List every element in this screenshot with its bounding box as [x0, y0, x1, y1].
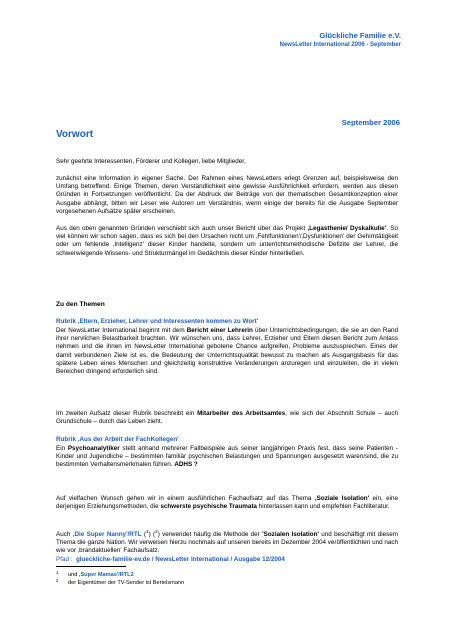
legasthenie-paragraph	[56, 225, 398, 258]
psychoanalytiker-paragraph	[56, 445, 398, 470]
text-run: über Unterrichtsbedingungen, die sie an den Rand ihrer nervlichen Belastbarkeit brachten. Wir wünschen uns, dass Lehrer, Erzieher und Eltern diesen Bericht zum Anlass nehmen und die ihnen im NewsLetter International gebotene Chance aufgreifen, Probleme auszusprechen. Eines der damit verbundenen Ziele ist es, die Bedeutung der Unterrichtsqualität bewusst zu machen als Ausgangsbasis für das spätere Leben eines Menschen und gleichzeitig konstruktive Veränderungen anzuregen und einzuleiten, die in vielen Bereichen dringend erforderlich sind.	[56, 327, 398, 376]
text-run: und beschäftigt mit diesem Thema die ganze Nation. Wir verweisen hierzu nochmals auf unseren bereits im Dezember 2004 veröffentlichten und nach wie vor ‚brandaktuellen' Fachaufsatz.	[56, 531, 398, 555]
supernanny-paragraph: Auch ‚Die Super Nanny'/RTL ($^1$) ($^2$) verwendet häufig die Methode der 'Sozialen Isolation' und beschäftigt mit diesem Thema die ganze Nation. Wir verweisen hierzu nochmals auf unseren bereits im Dezember 2004 veröffentlichten und nach wie vor ‚brandaktuellen' Fachaufsatz. Pfad : glueckliche-familie-ev.de / NewsLetter International / Ausgabe 12/2004	[56, 528, 398, 563]
arbeitsamt-paragraph	[56, 410, 398, 426]
text-run: Der NewsLetter International beginnt mit dem	[56, 327, 187, 334]
rubrik-heading-1: Rubrik ‚Eltern, Erzieher, Lehrer und Interessenten kommen zu Wort'	[56, 318, 259, 325]
footnote-link[interactable]: ‚Super Mamas'/RTL2	[78, 572, 134, 578]
text-run: ein, eine derjenigen Erziehungsmethoden, die	[56, 495, 399, 511]
text-run: verwendet häufig die Methode der	[159, 531, 263, 538]
section-title: Vorwort	[56, 129, 94, 140]
text-run: , wie sich der Abschnitt Schule – auch Grundschule – durch das Leben zieht.	[56, 410, 398, 426]
footnote-2	[56, 577, 184, 587]
greeting: Sehr geehrte Interessenten, Förderer und Kollegen, liebe Mitglieder,	[56, 158, 246, 165]
header-issue: NewsLetter International 2006 - September	[279, 42, 401, 48]
bold-run: 'Sozialen Isolation'	[262, 531, 319, 538]
bold-run: ‚Legasthenie/ Dyskalkulie'	[307, 225, 387, 232]
text-run: Auf vielfachen Wunsch gehen wir in einem ausführlichen Fachaufsatz auf das Thema	[56, 495, 315, 502]
bold-run: schwerste psychische Traumata	[160, 503, 257, 511]
text-run: Aus den oben genannten Gründen verschiebt sich auch unser Bericht über das Projekt	[56, 225, 308, 232]
pfad-link[interactable]: glueckliche-familie-ev.de / NewsLetter International / Ausgabe 12/2004	[75, 555, 285, 563]
text-run: hinterlassen kann und empfehlen Fachliteratur.	[256, 503, 390, 511]
footnote-number: 1	[56, 570, 59, 575]
themen-heading: Zu den Themen	[56, 301, 105, 308]
bold-run: Bericht einer Lehrerin	[186, 327, 253, 334]
text-run: stellt anhand mehrerer Fallbeispiele aus seiner langjährigen Praxis fest, dass seine Patienten - Kinder und Jugendliche – bestimmten familiär psychischen Belastungen und Spannungen ausgesetzt waren/sind, die zu bestimmten Verhaltensmerkmalen führen.	[56, 445, 398, 469]
bold-run: Psychoanalytiker	[67, 445, 120, 452]
bold-run: ADHS ?	[174, 461, 198, 469]
rubrik-heading-2: Rubrik ‚Aus der Arbeit der FachKollegen'	[56, 436, 179, 443]
footnote-ref-2[interactable]: 2	[155, 528, 158, 534]
text-run: Ein	[56, 445, 68, 452]
pfad-label: Pfad :	[56, 555, 73, 563]
lehrerin-paragraph	[56, 327, 398, 376]
isolation-paragraph	[56, 495, 398, 511]
bold-run: Mitarbeiter des Arbeitsamtes	[197, 410, 286, 417]
text-run: . So viel können wir schon sagen, dass es sich bei den Ursachen nicht um ‚Fehlfunktionen'/‚Dysfunktionen' der Gehirntätigkeit oder um fehlende ‚Intelligenz' dieser Kinder handelte, sondern um unterrichtsmethodische Defizite der Lehrer, die schwerwiegende Wissens- und Strukturmängel im Gedächtnis dieser Kinder hinterließen.	[56, 225, 398, 257]
header-org: Glückliche Familie e.V.	[319, 31, 401, 40]
bold-run: ‚Soziale Isolation'	[314, 495, 370, 502]
footnote-text: der Eigentümer der TV-Sender ist Bertelsmann	[68, 580, 185, 586]
intro-paragraph: zunächst eine Information in eigener Sache. Der Rahmen eines NewsLetters erlegt Grenzen auf, beispielsweise den Umfang betreffend. Einige Themen, deren Verständlichkeit eine gewisse Ausführlichkeit erfordern, werden aus diesen Gründen in Fortsetzungen veröffentlicht. Da der Abdruck der Beiträge von der thematischen Gesamtkonzeption einer Ausgabe abhängt, bitten wir Leser wie Autoren um Verständnis, wenn einige der bereits für die Ausgabe September vorgesehenen Aufsätze später erscheinen.	[56, 175, 398, 215]
footnote-number: 2	[56, 578, 59, 583]
text-run: Auch	[56, 531, 73, 538]
section-date: September 2006	[341, 118, 400, 127]
footnote-text: und	[68, 572, 79, 578]
supernanny-link[interactable]: ‚Die Super Nanny'/RTL	[72, 531, 142, 538]
text-run: Im zweiten Aufsatz dieser Rubrik beschreibt ein	[56, 410, 198, 417]
footnote-divider	[56, 566, 126, 567]
footnote-ref-1[interactable]: 1	[146, 528, 149, 534]
